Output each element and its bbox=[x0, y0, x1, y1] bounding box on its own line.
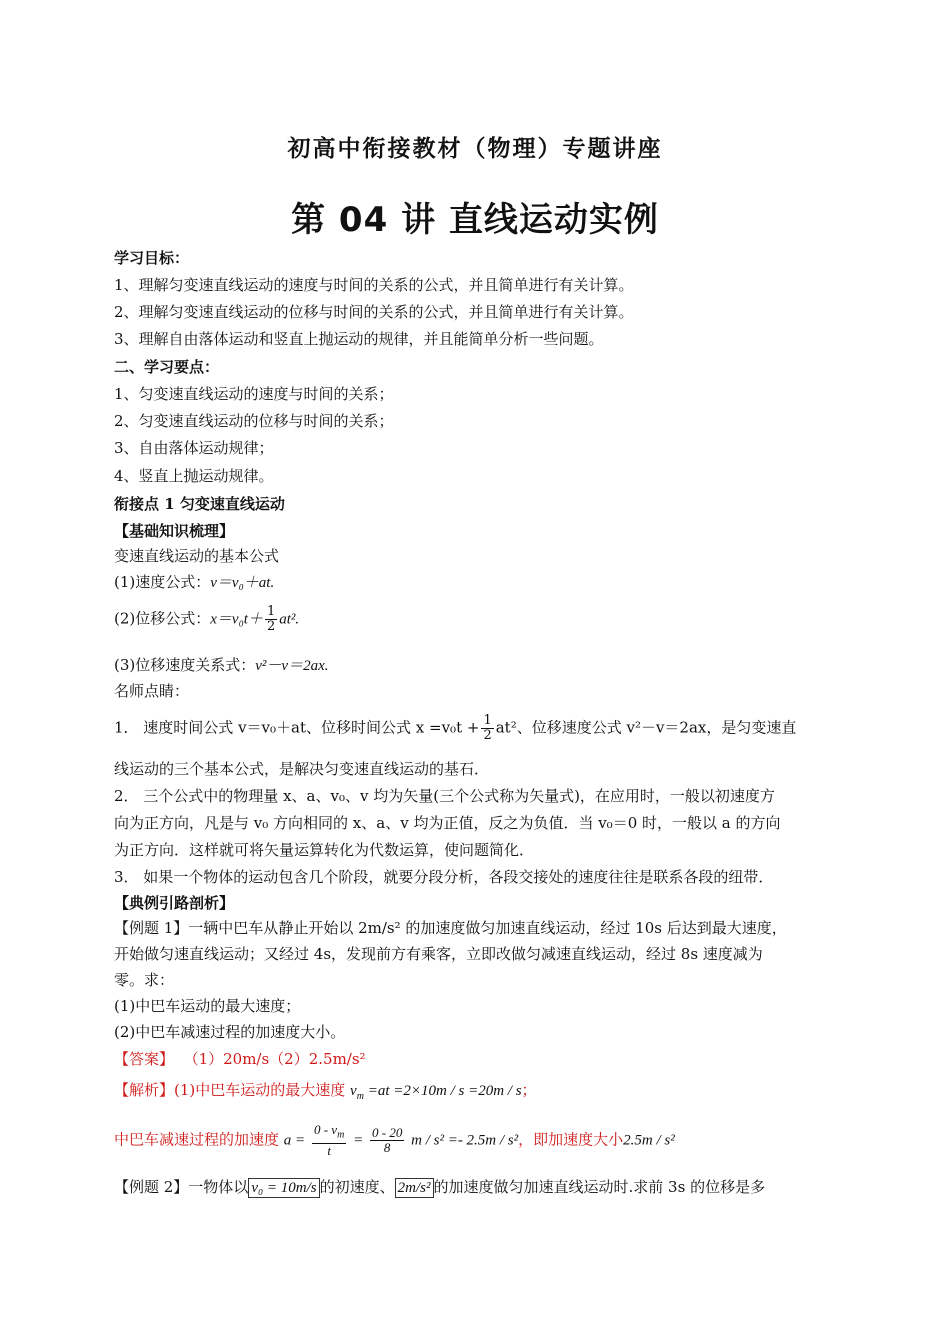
goals-heading: 学习目标： bbox=[114, 249, 190, 267]
formula-label: (2)位移公式： bbox=[114, 609, 211, 628]
question-2: (2)中巴车减速过程的加速度大小。 bbox=[114, 1023, 346, 1041]
key-point-item: 4、竖直上抛运动规律。 bbox=[114, 467, 274, 485]
formula-label: (3)位移速度关系式： bbox=[114, 656, 256, 674]
fraction-half: $\frac{1}{2}$ bbox=[266, 604, 276, 634]
example-text: 的加速度做匀加速直线运动时.求前 3s 的位移是多 bbox=[433, 1178, 766, 1196]
basic-knowledge-heading: 【基础知识梳理】 bbox=[114, 522, 235, 540]
example-1: 【例题 1】一辆中巴车从静止开始以 2m/s² 的加速度做匀加速直线运动，经过 10s 后达到最大速度， bbox=[114, 919, 787, 937]
analysis-line-2: 中巴车减速过程的加速度 a = $\frac{0 - v_m}{t}$ = $\frac{0 - 20}{8}$ m / s² =- 2.5m / s²，即加速度大小2.5m / s² bbox=[114, 1122, 675, 1158]
acceleration-result: m / s² =- 2.5m / s² bbox=[411, 1132, 519, 1149]
formula-text: at². bbox=[279, 611, 300, 628]
tip-1 bbox=[114, 714, 796, 743]
formula-displacement bbox=[114, 605, 299, 634]
example-text: 【例题 2】一物体以 bbox=[114, 1178, 249, 1196]
lecture-title: 第 04 讲 直线运动实例 bbox=[291, 200, 659, 240]
acceleration-symbol: a = bbox=[283, 1132, 306, 1149]
analysis-text: ，即加速度大小 bbox=[518, 1130, 624, 1149]
goal-item: 3、理解自由落体运动和竖直上抛运动的规律，并且能简单分析一些问题。 bbox=[114, 330, 604, 348]
example-1-cont: 开始做匀速直线运动；又经过 4s，发现前方有乘客，立即改做匀减速直线运动，经过 8s 速度减为 bbox=[114, 945, 763, 963]
tip-1-cont: 线运动的三个基本公式，是解决匀变速直线运动的基石． bbox=[114, 760, 490, 778]
analysis-text: 中巴车减速过程的加速度 bbox=[114, 1130, 280, 1149]
analysis-text: (1)中巴车运动的最大速度 bbox=[174, 1081, 346, 1099]
formula-velocity bbox=[114, 572, 274, 593]
tip-2-cont: 向为正方向，凡是与 v₀ 方向相同的 x、a、v 均为正值，反之为负值．当 v₀＝0 时，一般以 a 的方向 bbox=[114, 814, 781, 832]
key-point-item: 2、匀变速直线运动的位移与时间的关系； bbox=[114, 412, 394, 430]
example-text: 的初速度、 bbox=[319, 1178, 395, 1196]
formula-text: v²－v＝2ax. bbox=[255, 658, 329, 674]
fraction-half: $\frac{1}{2}$ bbox=[483, 713, 492, 743]
goal-item: 2、理解匀变速直线运动的位移与时间的关系的公式，并且简单进行有关计算。 bbox=[114, 303, 634, 321]
tip-text: 1． 速度时间公式 v＝v₀＋at、位移时间公式 x =v₀t + bbox=[114, 718, 480, 737]
tip-text: at²、位移速度公式 v²－v＝2ax，是匀变速直 bbox=[495, 718, 797, 737]
formula-text: v＝v₀＋at. bbox=[210, 575, 275, 591]
tip-2-cont: 为正方向．这样就可将矢量运算转化为代数运算，使问题简化． bbox=[114, 841, 535, 859]
section-heading: 衔接点 1 匀变速直线运动 bbox=[114, 495, 285, 513]
formula-intro: 变速直线运动的基本公式 bbox=[114, 547, 280, 565]
formula-label: (1)速度公式： bbox=[114, 573, 211, 591]
formula-velocity-displacement bbox=[114, 655, 328, 676]
answer-text: （1）20m/s（2）2.5m/s² bbox=[183, 1050, 366, 1068]
acceleration-magnitude: 2.5m / s² bbox=[623, 1132, 675, 1149]
key-point-item: 1、匀变速直线运动的速度与时间的关系； bbox=[114, 385, 394, 403]
example-2 bbox=[114, 1177, 765, 1198]
fraction-acceleration: $\frac{0 - v_m}{t}$ bbox=[313, 1122, 345, 1158]
acceleration-box: 2m/s² bbox=[395, 1178, 434, 1198]
question-1: (1)中巴车运动的最大速度； bbox=[114, 997, 301, 1015]
tip-2: 2． 三个公式中的物理量 x、a、v₀、v 均为矢量(三个公式称为矢量式)，在应用时，一般以初速度方 bbox=[114, 787, 775, 805]
initial-velocity-box: v₀ = 10m/s bbox=[248, 1178, 319, 1198]
formula-text: x＝v₀t＋ bbox=[210, 611, 263, 628]
goal-item: 1、理解匀变速直线运动的速度与时间的关系的公式，并且简单进行有关计算。 bbox=[114, 276, 634, 294]
example-1-cont: 零。求： bbox=[114, 971, 175, 989]
answer-label: 【答案】 bbox=[114, 1050, 175, 1068]
analysis-line-1 bbox=[114, 1080, 537, 1107]
tip-3: 3． 如果一个物体的运动包含几个阶段，就要分段分析，各段交接处的速度往往是联系各段的纽带． bbox=[114, 868, 774, 886]
analysis-label: 【解析】 bbox=[114, 1081, 175, 1099]
tips-heading: 名师点睛： bbox=[114, 682, 190, 700]
analysis-text: ； bbox=[521, 1081, 537, 1099]
answer-line bbox=[114, 1049, 366, 1069]
max-velocity-formula: $v_m =at =2\times 10m / s =20m / s$ bbox=[350, 1083, 522, 1102]
key-points-heading: 二、学习要点： bbox=[114, 358, 220, 376]
key-point-item: 3、自由落体运动规律； bbox=[114, 439, 274, 457]
examples-heading: 【典例引路剖析】 bbox=[114, 894, 235, 912]
fraction-values: $\frac{0 - 20}{8}$ bbox=[371, 1124, 403, 1155]
series-title: 初高中衔接教材（物理）专题讲座 bbox=[287, 136, 663, 162]
